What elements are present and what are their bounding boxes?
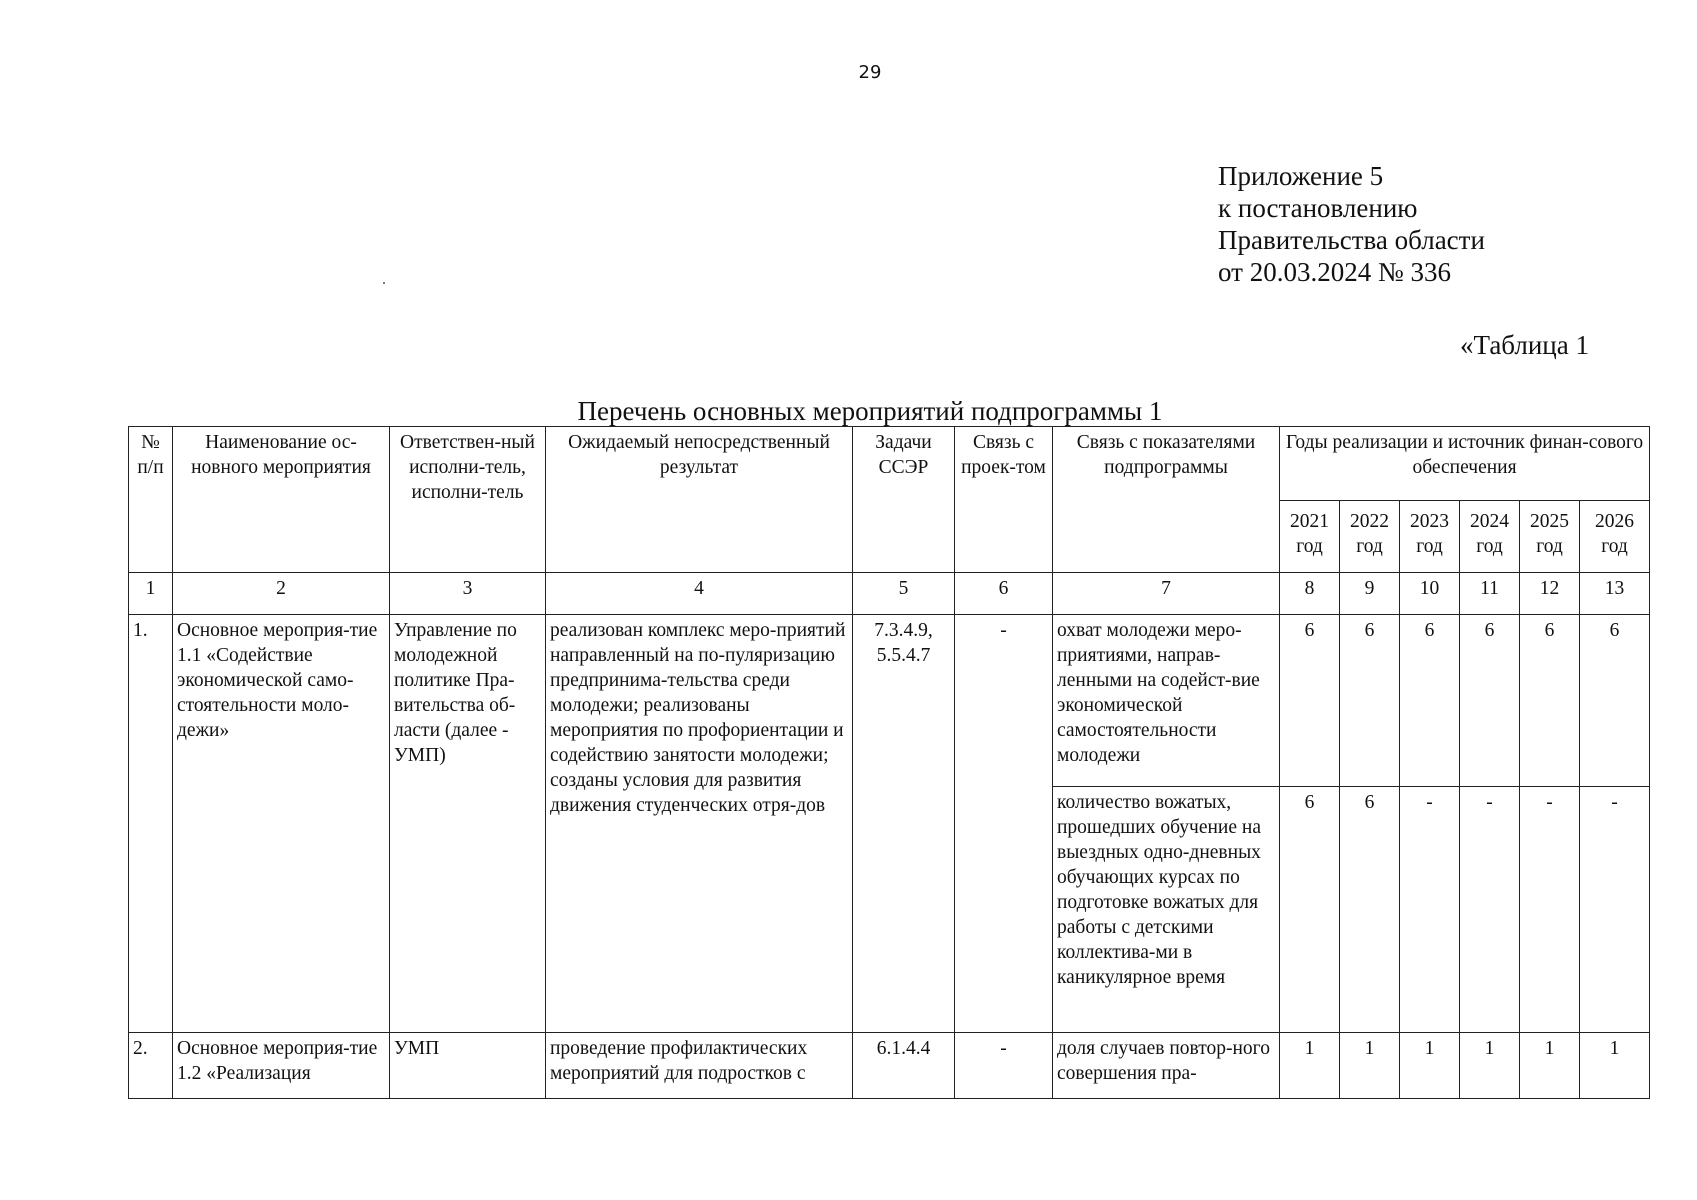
column-number: 1 bbox=[129, 573, 173, 615]
appendix-line: к постановлению bbox=[1218, 193, 1418, 223]
column-number: 7 bbox=[1053, 573, 1280, 615]
row-value: 6 bbox=[1460, 615, 1520, 787]
row-value: 6 bbox=[1280, 615, 1340, 787]
appendix-line: Приложение 5 bbox=[1218, 161, 1384, 191]
header-name: Наименование ос-новного мероприятия bbox=[173, 427, 390, 573]
column-number: 12 bbox=[1520, 573, 1580, 615]
column-number: 8 bbox=[1280, 573, 1340, 615]
header-executor: Ответствен-ный исполни-тель, исполни-тель bbox=[390, 427, 546, 573]
header-num: № п/п bbox=[129, 427, 173, 573]
header-project: Связь с проек-том bbox=[955, 427, 1053, 573]
row-value: 6 bbox=[1520, 615, 1580, 787]
row-indicator: охват молодежи меро-приятиями, направ-ленными на содейст-вие экономической самостоятельности молодежи bbox=[1053, 615, 1280, 787]
column-number: 9 bbox=[1340, 573, 1400, 615]
header-years-group: Годы реализации и источник финан-сового обеспечения bbox=[1280, 427, 1650, 501]
row-value: 1 bbox=[1340, 1033, 1400, 1099]
column-number: 5 bbox=[853, 573, 955, 615]
row-num: 2. bbox=[129, 1033, 173, 1099]
row-value: - bbox=[1400, 787, 1460, 1033]
column-number: 4 bbox=[546, 573, 853, 615]
row-value: 1 bbox=[1580, 1033, 1650, 1099]
header-year: 2024 год bbox=[1460, 501, 1520, 573]
row-value: 6 bbox=[1340, 615, 1400, 787]
header-year: 2025 год bbox=[1520, 501, 1580, 573]
appendix-line: Правительства области bbox=[1218, 225, 1485, 255]
column-number: 10 bbox=[1400, 573, 1460, 615]
header-indicators: Связь с показателями подпрограммы bbox=[1053, 427, 1280, 573]
row-indicator: количество вожатых, прошедших обучение на выездных одно-дневных обучающих курсах по подготовке вожатых для работы с детскими коллектива-ми в каникулярное время bbox=[1053, 787, 1280, 1033]
row-tasks: 6.1.4.4 bbox=[853, 1033, 955, 1099]
table-row bbox=[129, 615, 1650, 787]
scan-speck bbox=[383, 282, 385, 284]
header-result: Ожидаемый непосредственный результат bbox=[546, 427, 853, 573]
column-number: 11 bbox=[1460, 573, 1520, 615]
row-value: - bbox=[1520, 787, 1580, 1033]
table-title: Перечень основных мероприятий подпрограммы 1 bbox=[577, 396, 1163, 426]
appendix-reference bbox=[1218, 160, 1485, 288]
header-year: 2022 год bbox=[1340, 501, 1400, 573]
row-project: - bbox=[955, 1033, 1053, 1099]
row-indicator: доля случаев повтор-ного совершения пра- bbox=[1053, 1033, 1280, 1099]
activities-table bbox=[128, 426, 1650, 1099]
row-value: 1 bbox=[1460, 1033, 1520, 1099]
page-number: 29 bbox=[858, 62, 882, 83]
row-result: реализован комплекс меро-приятий направленный на по-пуляризацию предпринима-тельства среди молодежи; реализованы мероприятия по профориентации и содействию занятости молодежи; созданы условия для развития движения студенческих отря-дов bbox=[546, 615, 853, 1033]
row-result: проведение профилактических мероприятий для подростков с bbox=[546, 1033, 853, 1099]
header-year: 2023 год bbox=[1400, 501, 1460, 573]
row-value: 6 bbox=[1400, 615, 1460, 787]
header-year: 2021 год bbox=[1280, 501, 1340, 573]
row-name: Основное мероприя-тие 1.2 «Реализация bbox=[173, 1033, 390, 1099]
row-executor: Управление по молодежной политике Пра-вительства об-ласти (далее - УМП) bbox=[390, 615, 546, 1033]
column-number: 3 bbox=[390, 573, 546, 615]
row-value: 1 bbox=[1400, 1033, 1460, 1099]
table-row bbox=[129, 1033, 1650, 1099]
row-value: 6 bbox=[1580, 615, 1650, 787]
header-tasks: Задачи ССЭР bbox=[853, 427, 955, 573]
row-executor: УМП bbox=[390, 1033, 546, 1099]
appendix-line: от 20.03.2024 № 336 bbox=[1218, 257, 1451, 287]
row-num: 1. bbox=[129, 615, 173, 1033]
row-value: 6 bbox=[1340, 787, 1400, 1033]
row-value: - bbox=[1580, 787, 1650, 1033]
row-project: - bbox=[955, 615, 1053, 1033]
table-label: «Таблица 1 bbox=[1460, 330, 1589, 360]
column-number: 13 bbox=[1580, 573, 1650, 615]
column-number: 6 bbox=[955, 573, 1053, 615]
row-value: 6 bbox=[1280, 787, 1340, 1033]
row-tasks: 7.3.4.9, 5.5.4.7 bbox=[853, 615, 955, 1033]
row-value: - bbox=[1460, 787, 1520, 1033]
column-number: 2 bbox=[173, 573, 390, 615]
row-value: 1 bbox=[1520, 1033, 1580, 1099]
row-name: Основное мероприя-тие 1.1 «Содействие экономической само-стоятельности моло-дежи» bbox=[173, 615, 390, 1033]
header-year: 2026 год bbox=[1580, 501, 1650, 573]
row-value: 1 bbox=[1280, 1033, 1340, 1099]
